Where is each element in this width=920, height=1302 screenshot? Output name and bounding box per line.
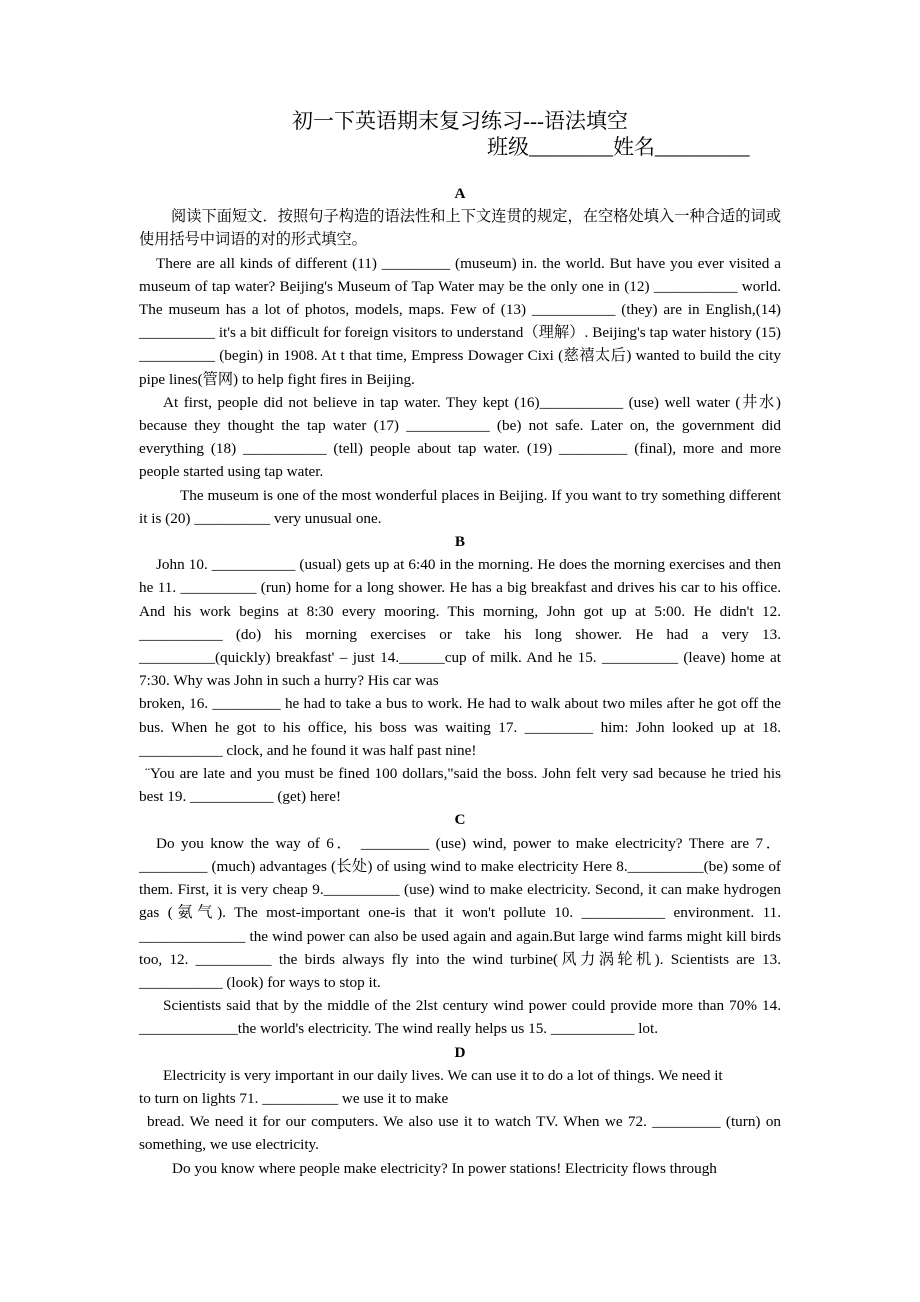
section-b-label: B [454,533,466,551]
section-b-paragraph-1: John 10. ___________ (usual) gets up at 6:40 in the morning. He does the morning exercises and then he 11. __________ (run) home for a long shower. He has a big breakfast and drives his car to his office. And his work begins at 8:30 every mooring. This morning, John got up at 5:00. He didn't 12. ___________ (do) his morning exercises or take his long shower. He had a very 13. __________(quickly) breakfast' – just 14.______cup of milk. And he 15. __________ (leave) home at 7:30. Why was John in such a hurry? His car was [139,556,781,690]
section-b-paragraph-3: ¨You are late and you must be fined 100 dollars,"said the boss. John felt very sad because he tried his best 19. ___________ (get) here! [139,765,781,806]
section-c-label: C [454,811,466,829]
worksheet-content [139,182,781,1180]
class-name-line: 班级________姓名_________ [487,135,750,159]
section-a-instruction: 阅读下面短文．按照句子构造的语法性和上下文连贯的规定，在空格处填入一种合适的词或使用括号中词语的对的形式填空。 [139,208,781,249]
page-title: 初一下英语期末复习练习---语法填空 [292,109,628,133]
section-a-paragraph-1: There are all kinds of different (11) _________ (museum) in. the world. But have you ever visited a museum of tap water? Beijing's Museum of Tap Water may be the only one in (12) ___________ world. The museum has a lot of photos, models, maps. Few of (13) ___________ (they) are in English,(14) __________ it's a bit difficult for foreign visitors to understand（理解）. Beijing's tap water history (15) __________ (begin) in 1908. At t that time, Empress Dowager Cixi (慈禧太后) wanted to build the city pipe lines(管网) to help fight fires in Beijing. [139,254,781,388]
section-d-paragraph-1-line-2: to turn on lights 71. __________ we use it to make [139,1089,449,1107]
section-a-paragraph-2: At first, people did not believe in tap water. They kept (16)___________ (use) well water (井水) because they thought the tap water (17) ___________ (be) not safe. Later on, the government did everything (18) ___________ (tell) people about tap water. (19) _________ (final), more and more people started using tap water. [139,393,781,481]
section-d-label: D [454,1043,466,1061]
section-b-paragraph-2: broken, 16. _________ he had to take a bus to work. He had to walk about two miles after he got off the bus. When he got to his office, his boss was waiting 17. _________ him: John looked up at 18. ___________ clock, and he found it was half past nine! [139,695,781,759]
section-d-paragraph-2: Do you know where people make electricity? In power stations! Electricity flows through [172,1159,717,1177]
section-a-paragraph-3: The museum is one of the most wonderful places in Beijing. If you want to try something different it is (20) __________ very unusual one. [139,486,781,527]
section-d-paragraph-1-line-3: bread. We need it for our computers. We also use it to watch TV. When we 72. _________ (turn) on something, we use electricity. [139,1113,781,1154]
section-a-label: A [454,185,466,202]
section-c-paragraph-1: Do you know the way of 6． _________ (use) wind, power to make electricity? There are 7． _________ (much) advantages (长处) of using wind to make electricity Here 8.__________(be) some of them. First, it is very cheap 9.__________ (use) wind to make electricity. Second, it can make hydrogen gas (氨气). The most-important one-is that it won't pollute 10. ___________ environment. 11. ______________ the wind power can also be used again and again.But large wind farms might kill birds too, 12. __________ the birds always fly into the wind turbine(风力涡轮机). Scientists are 13. ___________ (look) for ways to stop it. [139,834,781,991]
section-d-paragraph-1-line-1: Electricity is very important in our daily lives. We can use it to do a lot of things. We need it [163,1066,723,1084]
section-c-paragraph-2: Scientists said that by the middle of the 2lst century wind power could provide more than 70% 14. _____________the world's electricity. The wind really helps us 15. ___________ lot. [139,997,781,1038]
